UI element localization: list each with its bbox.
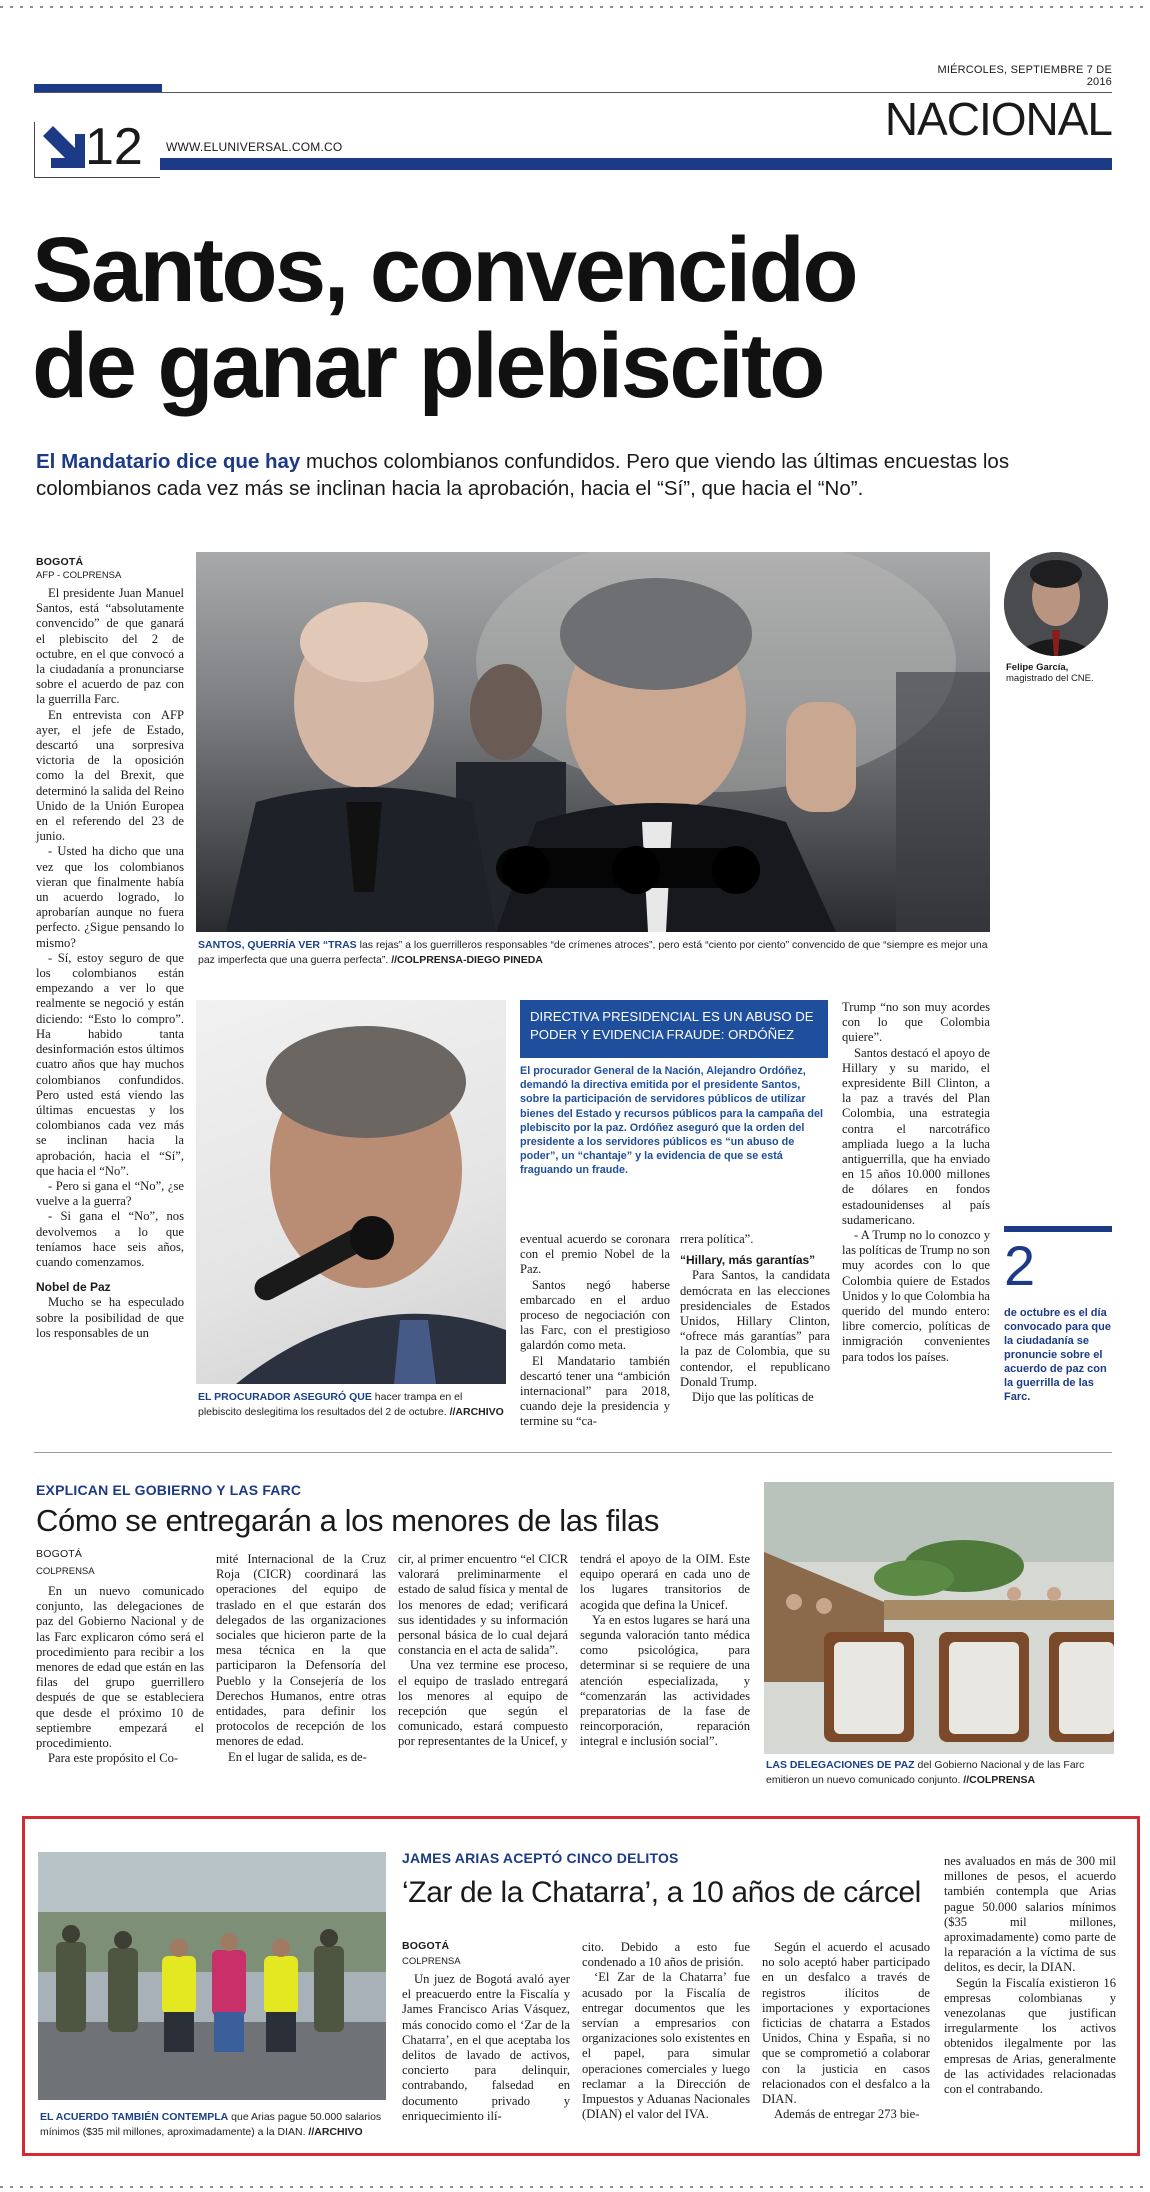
photo-santos-illustration	[196, 552, 990, 932]
story3-col2	[582, 1940, 750, 2122]
deck-lead: El Mandatario dice que hay	[36, 450, 301, 473]
website-url: WWW.ELUNIVERSAL.COM.CO	[166, 140, 343, 154]
story3-col2-p1: cito. Debido a esto fue condenado a 10 años de prisión.	[582, 1940, 750, 1970]
photo2-credit: //ARCHIVO	[446, 1406, 504, 1418]
story2-credit: //COLPRENSA	[960, 1774, 1036, 1786]
photo2-caption-text: hacer trampa en el plebiscito deslegitima los resultados del 2 de octubre.	[198, 1391, 463, 1418]
story3-col2-p2: ‘El Zar de la Chatarra’ fue acusado por la Fiscalía de entregar documentos que les servían a empresarios con organizaciones solo existentes en el papel, para simular operaciones comerciales y luego reclamar a la Dirección de Impuestos y Aduanas Nacionales (DIAN) el valor del IVA.	[582, 1970, 750, 2122]
main-colb2-subhead: “Hillary, más garantías”	[680, 1253, 816, 1268]
main-col1-p1: El presidente Juan Manuel Santos, está “absolutamente convencido” de que ganará el plebiscito del 2 de octubre, en el que convocó a la ciudadanía a pronunciarse sobre el acuerdo de paz con la guerrilla Farc.	[36, 586, 184, 707]
person-portrait-icon	[1004, 552, 1108, 656]
main-colb1-p3: El Mandatario también descartó tener una “ambición internacional” para 2018, cuando deje la presidencia y termine su “ca-	[520, 1353, 670, 1429]
main-colb3	[842, 1000, 990, 1365]
photo-zar-chatarra-illustration	[38, 1852, 386, 2100]
page-number-box	[34, 118, 160, 178]
header-bottom-bar	[160, 158, 1112, 170]
main-colb3-p2: Santos destacó el apoyo de Hillary y su marido, el expresidente Bill Clinton, a la paz a través del Plan Colombia, una estrategia contra el narcotráfico ampliada luego a la lucha antiguerrilla, que ha enviado en 15 años 10.000 millones de dólares en fondos estadounidenses al país sudamericano.	[842, 1045, 990, 1227]
agency: AFP - COLPRENSA	[36, 570, 122, 581]
side-role: magistrado del CNE.	[1006, 673, 1094, 684]
main-colb3-p1: Trump “no son muy acordes con lo que Colombia quiere”.	[842, 1000, 990, 1045]
story2-caption-text: del Gobierno Nacional y de las Farc emitieron un nuevo comunicado conjunto.	[766, 1759, 1085, 1786]
story3-col4-p1: nes avaluados en más de 300 mil millones de pesos, el acuerdo también contempla que Arias pague 50.000 salarios mínimos ($35 mil millones, aproximadamente) como parte de la reparación a la víctima de sus delitos, es decir, la DIAN.	[944, 1854, 1116, 1975]
section-name: NACIONAL	[884, 93, 1112, 145]
photo-delegaciones	[764, 1482, 1114, 1754]
story2-col3-p1: cir, al primer encuentro “el CICR valorará preliminarmente el estado de salud física y mental de los menores de edad; verificará sus identidades y su información personal básica de lo cual dejará constancia en el acta de salida”.	[398, 1552, 568, 1658]
main-colb2-p1: Para Santos, la candidata demócrata en las elecciones presidenciales de Estados Unidos, Hillary Clinton, “ofrece más garantías” para la paz de Colombia, que su contendor, el republicano Donald Trump.	[680, 1268, 830, 1389]
story3-agency: COLPRENSA	[402, 1956, 461, 1967]
story3-col3-p2: Además de entregar 273 bie-	[774, 2107, 920, 2122]
story2-col2-p2: En el lugar de salida, es de-	[228, 1749, 367, 1764]
story2-col4	[580, 1552, 750, 1750]
main-col1-p5: - Pero si gana el “No”, ¿se vuelve a la guerra?	[36, 1178, 184, 1209]
main-col1-p6: - Si gana el “No”, nos devolvemos a lo que teníamos hace seis años, cuando comenzamos.	[36, 1209, 184, 1269]
main-colb1-p1: eventual acuerdo se coronara con el premio Nobel de la Paz.	[520, 1232, 670, 1277]
story2-agency: COLPRENSA	[36, 1566, 95, 1577]
photo1-caption-lead: SANTOS, QUERRÍA VER “TRAS	[198, 939, 357, 951]
story2-dateline: BOGOTÁ	[36, 1548, 83, 1560]
deck-rest: muchos colombianos confundidos. Pero que viendo las últimas encuestas los colombianos cada vez más se inclinan hacia la aprobación, hacia el “Sí”, que hacia el “No”.	[36, 450, 1010, 500]
story3-headline: ‘Zar de la Chatarra’, a 10 años de cárcel	[402, 1876, 921, 1909]
story3-col3	[762, 1940, 930, 2122]
arrow-down-right-icon	[41, 124, 89, 172]
story2-col2	[216, 1552, 386, 1765]
main-col1-p3: - Usted ha dicho que una vez que los colombianos vieran que finalmente había un acuerdo logrado, lo aprobarían aunque no fuera perfecto. ¿Sigue pensando lo mismo?	[36, 844, 184, 950]
box-title: DIRECTIVA PRESIDENCIAL ES UN ABUSO DE PODER Y EVIDENCIA FRAUDE: ORDÓÑEZ	[530, 1009, 814, 1042]
story2-kicker: EXPLICAN EL GOBIERNO Y LAS FARC	[36, 1482, 302, 1498]
story2-col3	[398, 1552, 568, 1750]
story2-col4-p2: Ya en estos lugares se hará una segunda valoración tanto médica como psicológica, para determinar si se requiere de una atención especializada, y “comenzarán las actividades preparatorias de la fase de reincorporación, reparación integral e inclusión social”.	[580, 1612, 750, 1749]
main-colb3-p3: - A Trump no lo conozco y las políticas de Trump no son muy acordes con lo que Colombia quiere de Estados Unidos y lo que Colombia ha querido del mundo entero: libre comercio, políticas de inmigración convenientes para todos los países.	[842, 1228, 990, 1364]
main-colb1	[520, 1232, 670, 1430]
story2-col1	[36, 1584, 204, 1766]
story3-caption-text: que Arias pague 50.000 salarios mínimos ($35 mil millones, aproximadamente) a la DIAN.	[40, 2111, 382, 2138]
main-headline-line1: Santos, convencido	[32, 219, 857, 321]
story2-col3-p2: Una vez termine ese proceso, el equipo de traslado entregará los menores al equipo de recepción que según el comunicado, estará compuesto por representantes de la Unicef, y	[398, 1658, 568, 1749]
story3-col4	[944, 1854, 1116, 2097]
story2-col2-p1: mité Internacional de la Cruz Roja (CICR) coordinará las operaciones del equipo de traslado en el que estarán dos delegados de las organizaciones sociales que hicieron parte de la mesa técnica en la que participaron la Defensoría del Pueblo y la Consejería de los Derechos Humanos, entre otras entidades, para definir los protocolos de recepción de los menores de edad.	[216, 1552, 386, 1749]
fact-number: 2	[1004, 1234, 1036, 1297]
main-headline	[32, 219, 857, 417]
story2-caption	[766, 1758, 1112, 1788]
photo-procurador	[196, 1000, 506, 1384]
main-col1-p4: - Sí, estoy seguro de que los colombianos están empezando a ver lo que realmente se negoció y están diciendo: “Esto lo compro”. Ha habido tanta desinformación estos últimos cuatro años que hay muchos colombianos confundidos. Pero usted está viendo las últimas encuestas y los colombianos cada vez más se inclinan hacia la aprobación, hacia el “Sí”, que hacia el “No”.	[36, 950, 184, 1178]
story2-col1-p1: En un nuevo comunicado conjunto, las delegaciones de paz del Gobierno Nacional y de las Farc explicaron cómo será el procedimiento para recibir a los menores de edad que están en las filas del grupo guerrillero después de que se estableciera que desde el próximo 10 de septiembre empezará el procedimiento.	[36, 1584, 204, 1751]
story3-dateline: BOGOTÁ	[402, 1940, 450, 1952]
main-col1-p2: En entrevista con AFP ayer, el jefe de Estado, descartó una sorpresiva victoria de la oposición como la del Brexit, que determinó la salida del Reino Unido de la Unión Europea en el referendo del 23 de junio.	[36, 707, 184, 844]
felipe-garcia-photo	[1004, 552, 1108, 656]
story2-col1-p2: Para este propósito el Co-	[48, 1751, 179, 1766]
fact-text: de octubre es el día convocado para que la ciudadanía se pronuncie sobre el acuerdo de paz con la guerrilla de las Farc.	[1004, 1307, 1111, 1403]
main-col1-p7: Mucho se ha especulado sobre la posibilidad de que los responsables de un	[36, 1295, 184, 1340]
story3-caption	[40, 2110, 386, 2140]
scan-border-bottom	[0, 2186, 1150, 2188]
box-title-bg	[520, 1000, 828, 1058]
dateline: BOGOTÁ	[36, 556, 84, 568]
story2-headline: Cómo se entregarán a los menores de las filas	[36, 1503, 659, 1538]
story3-kicker: JAMES ARIAS ACEPTÓ CINCO DELITOS	[402, 1850, 679, 1866]
story3-caption-lead: EL ACUERDO TAMBIÉN CONTEMPLA	[40, 2111, 229, 2123]
main-colb2	[680, 1232, 830, 1405]
story3-col1	[402, 1972, 570, 2124]
story3-col1-p1: Un juez de Bogotá avaló ayer el preacuerdo entre la Fiscalía y James Francisco Arias Vásquez, más conocido como el ‘Zar de la Chatarra’, en el que aceptaba los delitos de lavado de activos, concierto para delinquir, contrabando, falsedad en documento privado y enriquecimiento ilí-	[402, 1972, 570, 2123]
photo2-caption	[198, 1390, 508, 1420]
photo1-caption-text: las rejas” a los guerrilleros responsables “de crímenes atroces”, pero está “ciento por ciento” convencido de que “siempre es mejor una paz imperfecta que una guerra perfecta”.	[198, 939, 988, 966]
header-accent-bar	[34, 84, 162, 92]
main-colb1-p2: Santos negó haberse embarcado en el arduo proceso de negociación con las Farc, con el prestigioso galardón como meta.	[520, 1277, 670, 1353]
photo-procurador-illustration	[196, 1000, 506, 1384]
fact-bar	[1004, 1226, 1112, 1232]
photo1-caption	[198, 938, 990, 968]
side-name: Felipe García,	[1006, 662, 1069, 673]
photo2-caption-lead: EL PROCURADOR ASEGURÓ QUE	[198, 1391, 372, 1403]
scan-border-top	[0, 6, 1150, 8]
photo-zar-chatarra	[38, 1852, 386, 2100]
photo1-credit: //COLPRENSA-DIEGO PINEDA	[388, 954, 543, 966]
main-colb2-top: rrera política”.	[680, 1232, 754, 1246]
photo-delegaciones-illustration	[764, 1482, 1114, 1754]
issue-date: MIÉRCOLES, SEPTIEMBRE 7 DE 2016	[937, 64, 1112, 88]
main-col1-subhead: Nobel de Paz	[36, 1280, 111, 1295]
story3-col4-p2: Según la Fiscalía existieron 16 empresas colombianas y venezolanas que justifican irregularmente los activos obtenidos ilegalmente por las empresas de Arias, generalmente de las actividades relacionadas con el contrabando.	[944, 1975, 1116, 2097]
main-deck	[36, 448, 1016, 502]
story3-credit: //ARCHIVO	[305, 2126, 363, 2138]
main-headline-line2: de ganar plebiscito	[32, 315, 823, 417]
story-divider	[34, 1452, 1112, 1453]
photo-santos	[196, 552, 990, 932]
page-number: 12	[85, 118, 143, 176]
box-text: El procurador General de la Nación, Alejandro Ordóñez, demandó la directiva emitida por el presidente Santos, sobre la participación de servidores públicos de utilizar bienes del Estado y recursos públicos para la campaña del plebiscito por la paz. Ordóñez aseguró que la orden del presidente a los servidores públicos es “un abuso de poder”, un “chantaje” y la evidencia de que se está fraguando un fraude.	[520, 1065, 824, 1177]
story2-col4-p1: tendrá el apoyo de la OIM. Este equipo operará en cada uno de los lugares transitorios de acogida que defina la Unicef.	[580, 1552, 750, 1612]
story2-caption-lead: LAS DELEGACIONES DE PAZ	[766, 1759, 915, 1771]
story3-col3-p1: Según el acuerdo el acusado no solo aceptó haber participado en un desfalco a través de registros ilícitos de importaciones y exportaciones ficticias de chatarra a Estados Unidos, China y España, si no que se comprometió a colaborar con la justicia en casos relacionados con el desfalco a la DIAN.	[762, 1940, 930, 2107]
main-col1	[36, 586, 184, 1341]
main-colb2-p2: Dijo que las políticas de	[692, 1390, 814, 1405]
